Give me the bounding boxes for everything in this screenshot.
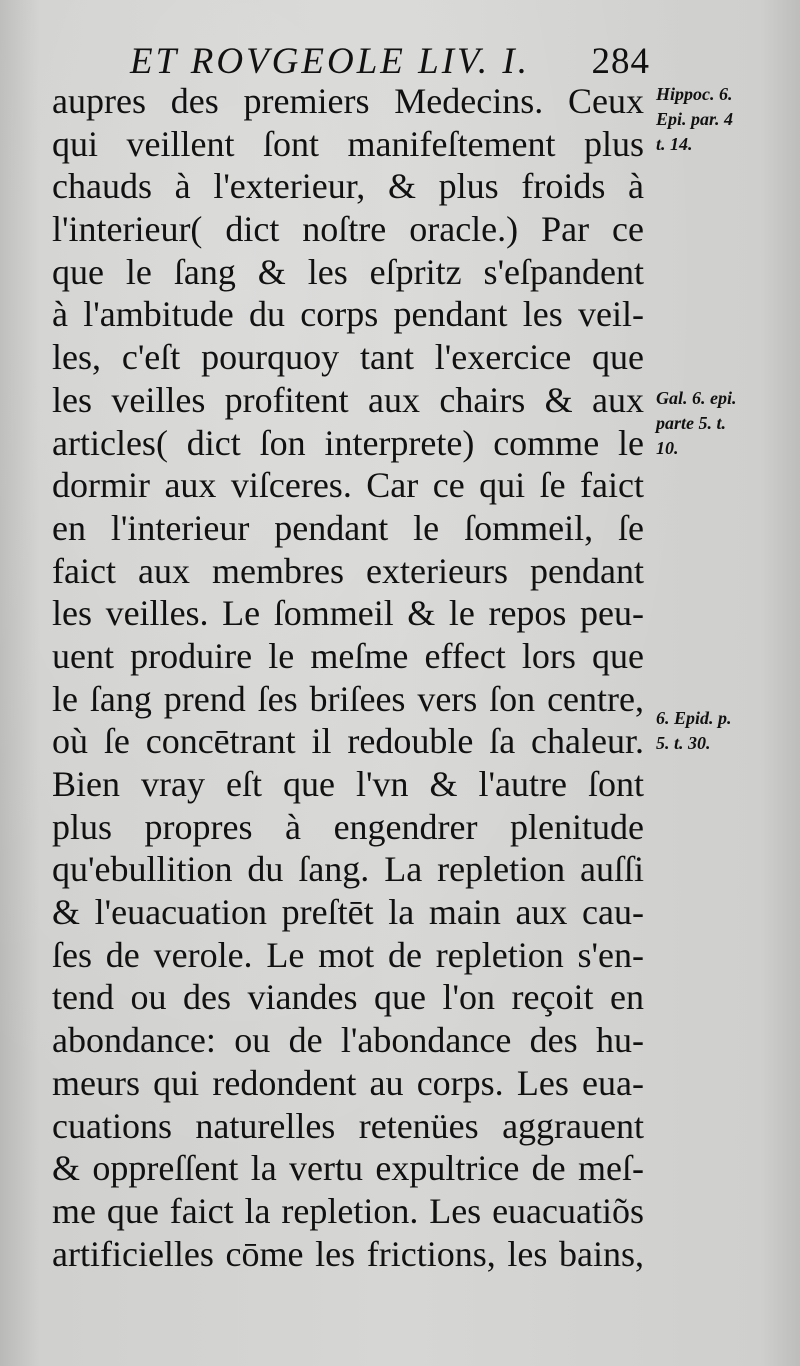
text-line: articles( dict ſon interprete) comme le xyxy=(52,422,644,463)
text-line: uent produire le meſme effect lors que xyxy=(52,635,644,676)
text-line: artificielles cōme les frictions, les bains, xyxy=(52,1233,644,1274)
text-line: dormir aux viſceres. Car ce qui ſe faict xyxy=(52,465,644,506)
text-line: à l'ambitude du corps pendant les veil- xyxy=(52,294,644,335)
margin-note-line: parte 5. t. xyxy=(656,413,726,433)
margin-note-gal xyxy=(656,386,737,461)
text-line: en l'interieur pendant le ſommeil, ſe xyxy=(52,507,644,548)
text-line: cuations naturelles retenües aggrauent xyxy=(52,1105,644,1146)
margin-note-line: 5. t. 30. xyxy=(656,733,711,753)
margin-note-line: t. 14. xyxy=(656,134,693,154)
text-line: qu'ebullition du ſang. La repletion auſſi xyxy=(52,849,644,890)
text-line: me que faict la repletion. Les euacuatiõs xyxy=(52,1190,644,1231)
margin-note-hippoc xyxy=(656,82,733,157)
text-line: & l'euacuation preſtēt la main aux cau- xyxy=(52,892,644,933)
text-line: le ſang prend ſes briſees vers ſon centre, xyxy=(52,678,644,719)
margin-note-line: 10. xyxy=(656,438,679,458)
text-line: que le ſang & les eſpritz s'eſpandent xyxy=(52,251,644,292)
margin-note-line: 6. Epid. p. xyxy=(656,708,732,728)
text-line: faict aux membres exterieurs pendant xyxy=(52,550,644,591)
body-text xyxy=(52,80,644,1275)
text-line: qui veillent ſont manifeſtement plus xyxy=(52,123,644,164)
text-line: Bien vray eſt que l'vn & l'autre ſont xyxy=(52,764,644,804)
text-line: aupres des premiers Medecins. Ceux xyxy=(52,81,644,121)
text-line: & oppreſſent la vertu expultrice de meſ- xyxy=(52,1148,644,1189)
text-line: l'interieur( dict noſtre oracle.) Par ce xyxy=(52,209,644,250)
text-line: les veilles profitent aux chairs & aux xyxy=(52,379,644,420)
text-line: abondance: ou de l'abondance des hu- xyxy=(52,1020,644,1061)
text-line: chauds à l'exterieur, & plus froids à xyxy=(52,166,644,207)
text-line: ſes de verole. Le mot de repletion s'en- xyxy=(52,934,644,975)
text-line: plus propres à engendrer plenitude xyxy=(52,806,644,847)
margin-note-epid xyxy=(656,706,732,756)
text-line: tend ou des viandes que l'on reçoit en xyxy=(52,977,644,1018)
text-line: où ſe concētrant il redouble ſa chaleur. xyxy=(52,721,644,762)
text-line: les, c'eſt pourquoy tant l'exercice que xyxy=(52,337,644,378)
margin-note-line: Gal. 6. epi. xyxy=(656,388,737,408)
margin-note-line: Hippoc. 6. xyxy=(656,84,733,104)
text-line: les veilles. Le ſommeil & le repos peu- xyxy=(52,593,644,634)
text-line: meurs qui redondent au corps. Les eua- xyxy=(52,1062,644,1103)
page-number: 284 xyxy=(591,41,650,82)
margin-note-line: Epi. par. 4 xyxy=(656,109,734,129)
running-title: ET ROVGEOLE LIV. I. xyxy=(130,41,530,82)
